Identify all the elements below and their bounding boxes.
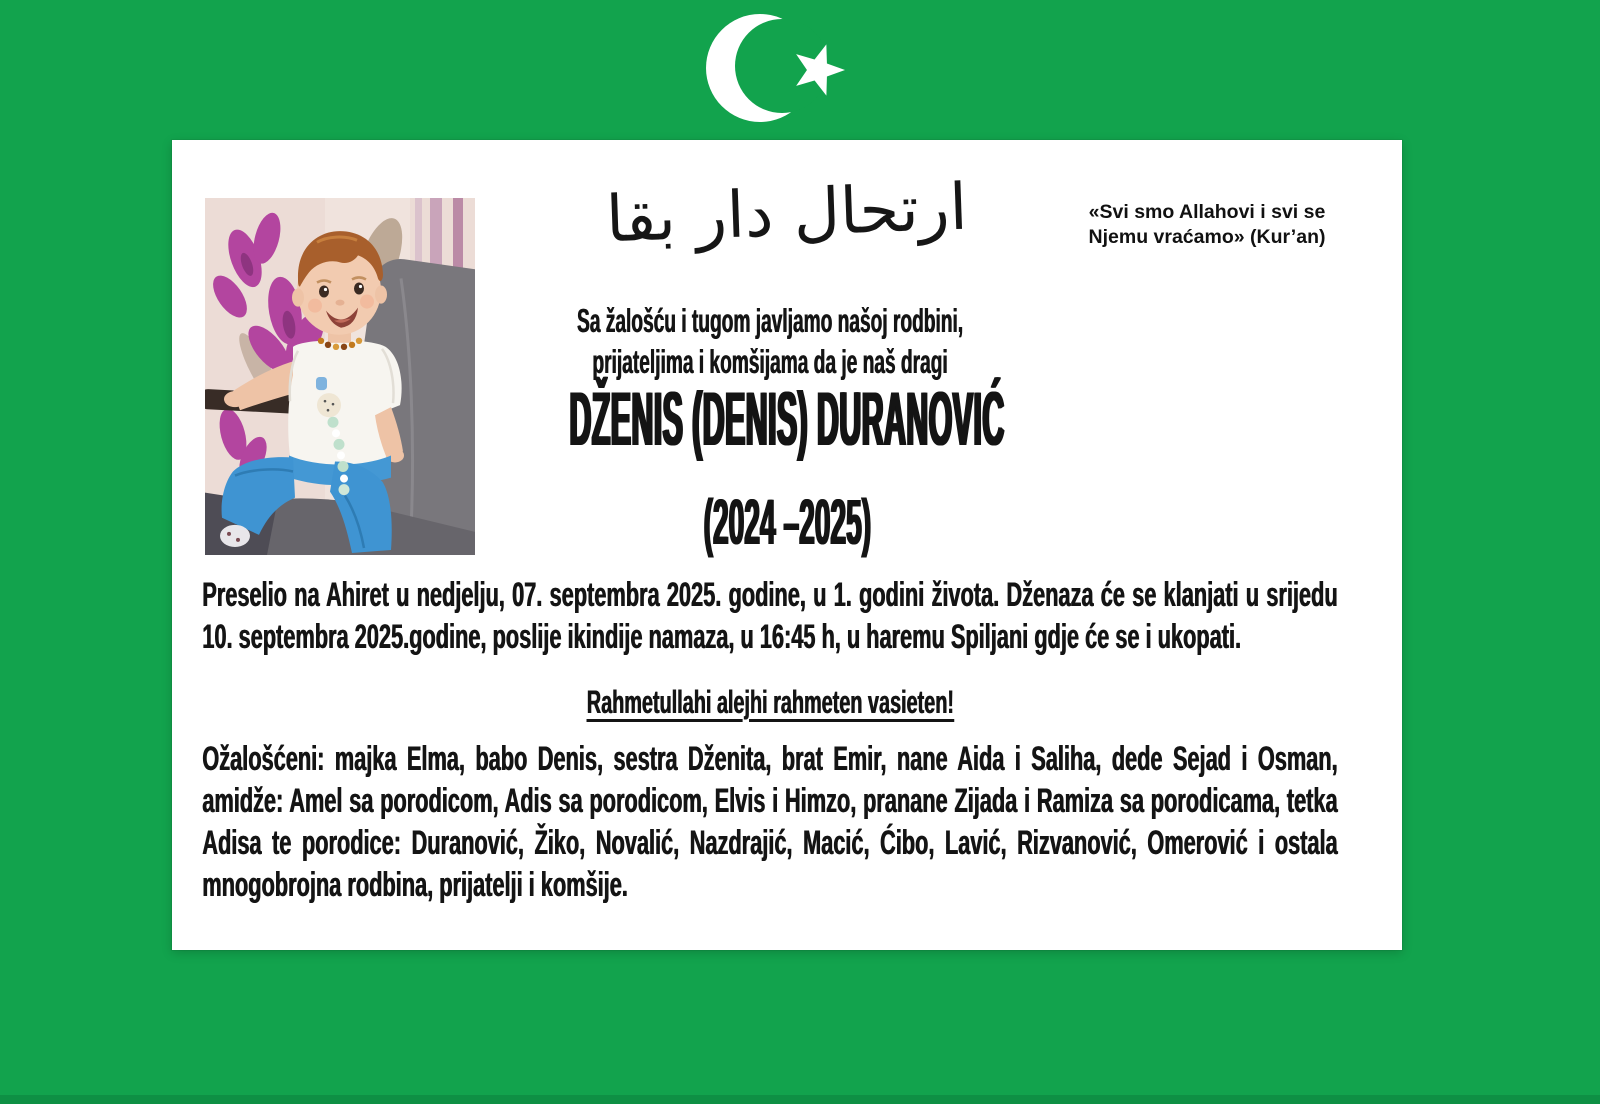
arabic-calligraphy-text: ارتحال دار بقا: [605, 170, 969, 258]
quran-quote-line2: Njemu vraćamo» (Kur’an): [1088, 226, 1326, 248]
quran-quote-line1: «Svi smo Allahovi i svi se: [1088, 201, 1326, 223]
deceased-name: DŽENIS (DENIS) DURANOVIĆ: [569, 377, 1005, 462]
intro-line2: prijateljima i komšijama da je naš dragi: [592, 343, 948, 380]
prayer-line: Rahmetullahi alejhi rahmeten vasieten!: [586, 684, 954, 720]
quran-quote: [1042, 200, 1372, 250]
mourners-list: Ožalošćeni: majka Elma, babo Denis, sestra Dženita, brat Emir, nane Aida i Saliha, dede Sejad i Osman, amidže: Amel sa porodicom, Adis sa porodicom, Elvis i Himzo, pranane Zijada i Ramiza sa porodicama, tetka Adisa te porodice: Duranović, Žiko, Novalić, Nazdrajić, Macić, Ćibo, Lavić, Rizvanović, Omerović i ostala mnogobrojna rodbina, prijatelji i komšije.: [202, 740, 1338, 904]
announcement-intro: [172, 300, 1368, 382]
life-years: (2024 –2025): [703, 486, 871, 558]
intro-line1: Sa žalošću i tugom javljamo našoj rodbini,: [576, 302, 964, 339]
bottom-edge: [0, 1095, 1600, 1104]
crescent-and-star-icon: [700, 6, 860, 136]
funeral-details: Preselio na Ahiret u nedjelju, 07. septembra 2025. godine, u 1. godini života. Dženaza će se klanjati u srijedu 10. septembra 2025.godine, poslije ikindije namaza, u 16:45 h, u haremu Spiljani gdje će se i ukopati.: [202, 576, 1338, 656]
announcement-card: [172, 140, 1402, 950]
